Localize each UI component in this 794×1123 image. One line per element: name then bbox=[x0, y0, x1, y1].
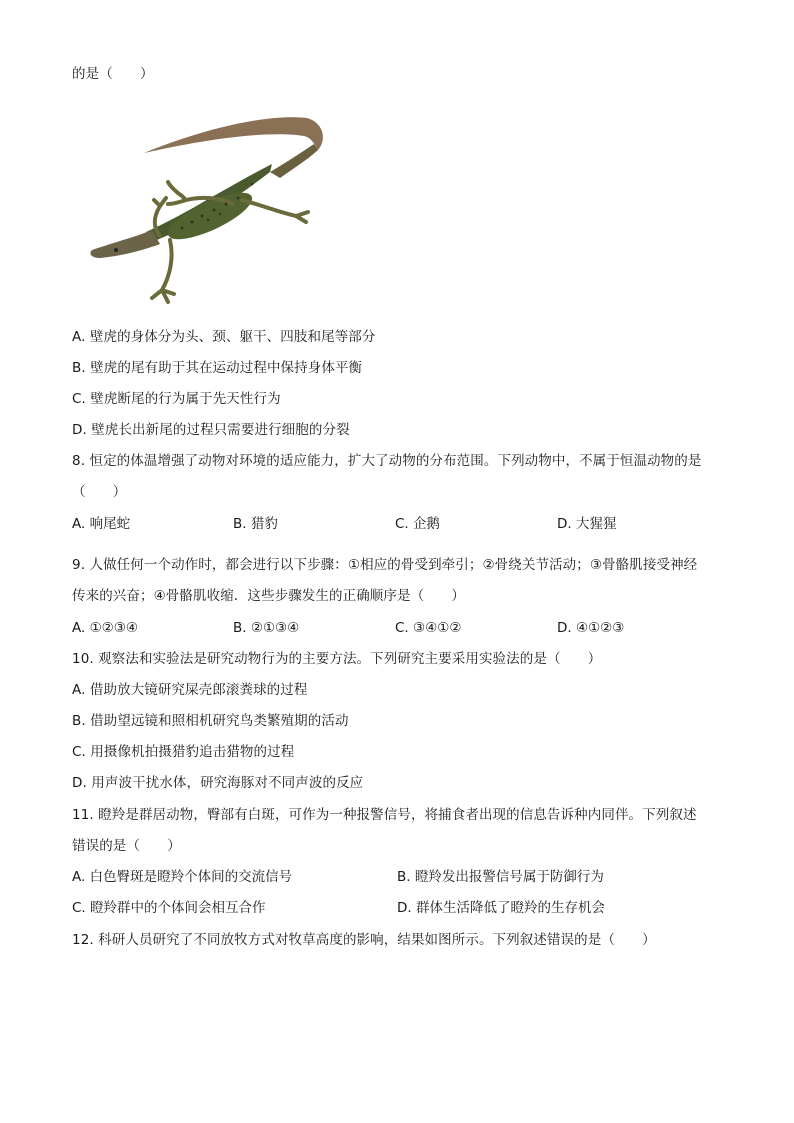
q11-option-b: B. 瞪羚发出报警信号属于防御行为 bbox=[397, 869, 604, 885]
q7-option-d: D. 壁虎长出新尾的过程只需要进行细胞的分裂 bbox=[72, 422, 350, 438]
q8-option-c: C. 企鹅 bbox=[395, 516, 441, 532]
q10-option-c: C. 用摄像机拍摄猎豹追击猎物的过程 bbox=[72, 744, 295, 760]
q8-stem-line2: （ ） bbox=[72, 484, 127, 500]
lizard-image bbox=[82, 108, 332, 313]
q8-stem-line1: 8. 恒定的体温增强了动物对环境的适应能力，扩大了动物的分布范围。下列动物中，不属于恒温动物的是 bbox=[72, 453, 702, 469]
q10-stem: 10. 观察法和实验法是研究动物行为的主要方法。下列研究主要采用实验法的是（ ） bbox=[72, 651, 602, 667]
q8-option-a: A. 响尾蛇 bbox=[72, 516, 131, 532]
q8-option-b: B. 猎豹 bbox=[233, 516, 278, 532]
q10-option-b: B. 借助望远镜和照相机研究鸟类繁殖期的活动 bbox=[72, 713, 349, 729]
q7-stem-end: 的是（ ） bbox=[72, 66, 154, 82]
q10-option-a: A. 借助放大镜研究屎壳郎滚粪球的过程 bbox=[72, 682, 308, 698]
q11-option-d: D. 群体生活降低了瞪羚的生存机会 bbox=[397, 900, 605, 916]
q7-option-a: A. 壁虎的身体分为头、颈、躯干、四肢和尾等部分 bbox=[72, 329, 376, 345]
q8-option-d: D. 大猩猩 bbox=[557, 516, 617, 532]
q7-option-b: B. 壁虎的尾有助于其在运动过程中保持身体平衡 bbox=[72, 360, 363, 376]
q11-stem-line1: 11. 瞪羚是群居动物，臀部有白斑，可作为一种报警信号，将捕食者出现的信息告诉种内同伴。下列叙述 bbox=[72, 807, 697, 823]
q11-option-c: C. 瞪羚群中的个体间会相互合作 bbox=[72, 900, 266, 916]
q7-option-c: C. 壁虎断尾的行为属于先天性行为 bbox=[72, 391, 281, 407]
q12-stem: 12. 科研人员研究了不同放牧方式对牧草高度的影响，结果如图所示。下列叙述错误的是（ ） bbox=[72, 932, 656, 948]
q9-option-c: C. ③④①② bbox=[395, 620, 462, 636]
q9-stem-line2: 传来的兴奋；④骨骼肌收缩．这些步骤发生的正确顺序是（ ） bbox=[72, 588, 466, 604]
q10-option-d: D. 用声波干扰水体，研究海豚对不同声波的反应 bbox=[72, 775, 364, 791]
q9-option-b: B. ②①③④ bbox=[233, 620, 300, 636]
q9-option-d: D. ④①②③ bbox=[557, 620, 625, 636]
q9-option-a: A. ①②③④ bbox=[72, 620, 138, 636]
q11-stem-line2: 错误的是（ ） bbox=[72, 838, 181, 854]
q9-stem-line1: 9. 人做任何一个动作时，都会进行以下步骤：①相应的骨受到牵引；②骨绕关节活动；③骨骼肌接受神经 bbox=[72, 557, 698, 573]
q11-option-a: A. 白色臀斑是瞪羚个体间的交流信号 bbox=[72, 869, 293, 885]
